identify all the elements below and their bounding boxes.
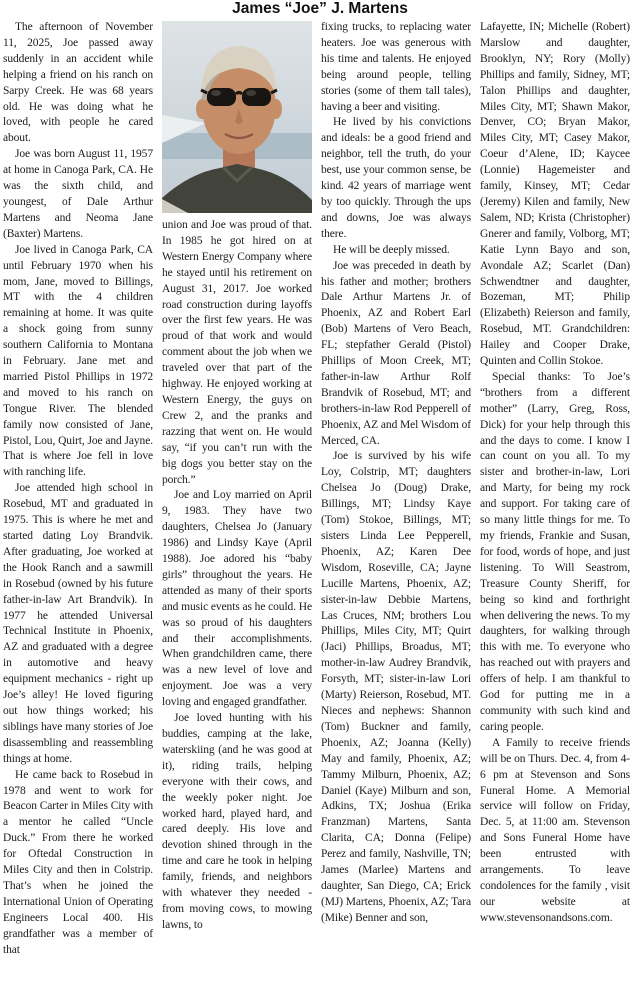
column-1 bbox=[3, 20, 153, 1006]
obituary-paragraph: Lafayette, IN; Michelle (Robert) Marslow and daughter, Brooklyn, NY; Rory (Molly) Phillips and family, Sidney, MT; Talon Phillips and daughter, Miles City, MT; Shawn Makor, Denver, CO; Bryan Makor, Miles City, MT; Casey Makor, Coeur d’Alene, ID; Kaycee (Lonnie) Hagemeister and family, Kinsey, MT; Cedar (Jeremy) Kilen and family, New Salem, ND; Krista (Christopher) Gnerer and family, Volborg, MT; Katie Lynn Bayo and son, Avondale AZ; Scarlet (Dan) Schwendtner and daughter, Bozeman, MT; Philip (Elizabeth) Reierson and family, Rosebud, MT. Grandchildren: Hailey and Cooper Drake, Quinten and Collin Stokoe. bbox=[480, 21, 630, 368]
obituary-paragraph: union and Joe was proud of that. In 1985 he got hired on at Western Energy Company where he stayed until his retirement on August 31, 2017. Joe worked road construction during layoffs over the first few years. He was proud of that work and would comment about the job when we traveled over that part of the highway. He enjoyed working at Western Energy, the guys on Crew 2, and the pranks and razzing that went on. He would say, “if you can’t run with the big dogs you better stay on the porch.” bbox=[162, 219, 312, 486]
obituary-paragraph: Joe attended high school in Rosebud, MT and graduated in 1975. This is where he met and started dating Loy Brandvik. After graduating, Joe worked at the Hook Ranch and a sawmill in Rosebud (owned by his future father-in-law Art Brandvik). In 1977 he attended Universal Technical Institute in Phoenix, AZ and graduated with a degree in automotive and heavy equipment mechanics - right up Joe’s alley! He loved figuring out how things worked; his siblings have many stories of Joe disassembling and reassembling things at home. bbox=[3, 482, 153, 765]
obituary-paragraph: Joe is survived by his wife Loy, Colstrip, MT; daughters Chelsea Jo (Doug) Drake, Billings, MT; Lindsy Kaye (Tom) Stokoe, Billings, MT; sisters Linda Lee Pepperell, Phoenix, AZ; Karen Dee Wisdom, Roseville, CA; Jayne Lucille Martens, Phoenix, AZ; sister-in-law Debbie Martens, Las Cruces, NM; brothers Lou Phillips, Miles City, MT; Quirt (Jaci) Phillips, Broadus, MT; mother-in-law Audrey Brandvik, Forsyth, MT; sister-in-law Lori (Marty) Reierson, Rosebud, MT. Nieces and nephews: Shannon (Tom) Buckner and family, Phoenix, AZ; Joanna (Kelly) May and family, Phoenix, AZ; Tammy Milburn, Phoenix, AZ; Daniel (Kaye) Milburn and son, Adkins, TX; Joshua (Erika Franzman) Martens, Santa Clarita, CA; Donna (Felipe) Perez and family, Nashville, TN; James (Marlee) Martens and daughter, San Diego, CA; Erick (MJ) Martens, Phoenix, AZ; Tara (Mike) Benner and son, bbox=[321, 450, 471, 924]
obituary-paragraph: Special thanks: To Joe’s “brothers from a different mother” (Larry, Greg, Ross, Dick) for your help through this and the days to come. I know I can count on you all. To my sister and brother-in-law, Lori and Marty, for being my rock and support. For taking care of so many little things for me. To my friends, Frankie and Susan, for food, words of hope, and just listening. To Will Seastrom, Treasure County Sheriff, for being so kind and forthright when delivering the news. To my daughters, for walking through this with me. To everyone who has reached out with prayers and offers of help. I am thankful to God for putting me in a community with such kind and caring people. bbox=[480, 370, 630, 733]
obituary-paragraph: Joe loved hunting with his buddies, camping at the lake, waterskiing (and he was good at it), riding trails, helping everyone with their cows, and the weekly poker night. Joe worked hard, played hard, and cared deeply. His love and devotion shined through in the time and care he took in helping family, friends, and neighbors with whatever they needed - from moving cows, to mowing lawns, to bbox=[162, 712, 312, 931]
obituary-paragraph: Joe lived in Canoga Park, CA until February 1970 when his mom, Jane, moved to Billings, MT with the 4 children remaining at home. It was quite a shock going from sunny southern California to Montana in February. Jane met and married Pistol Phillips in 1972 and moved to his ranch on Tongue River. The blended family now consisted of Jane, Pistol, Lou, Quirt, Joe and Jayne. That is where Joe fell in love with ranching life. bbox=[3, 243, 153, 479]
page-title: James “Joe” J. Martens bbox=[232, 0, 408, 17]
column-3 bbox=[321, 20, 471, 1006]
obituary-paragraph: Joe and Loy married on April 9, 1983. They have two daughters, Chelsea Jo (January 1986) and Lindsy Kaye (April 1988). Joe adored his “baby girls” throughout the years. He attended as many of their sports and music events as he could. He was so proud of his daughters and their accomplishments. When grandchildren came, there was a new level of love and enjoyment. Joe was a very loving and engaged grandfather. bbox=[162, 489, 312, 709]
obituary-paragraph: Joe was preceded in death by his father and mother; brothers Dale Arthur Martens Jr. of Phoenix, AZ and Robert Earl (Bob) Martens of Vero Beach, FL; stepfather Gerald (Pistol) Phillips of Moon Creek, MT; father-in-law Arthur Rolf Brandvik of Rosebud, MT; and brothers-in-law Rod Pepperell of Phoenix, AZ and Mel Wisdom of Merced, CA. bbox=[321, 259, 471, 447]
portrait-illustration bbox=[162, 21, 312, 213]
obituary-paragraph: He lived by his convictions and ideals: be a good friend and neighbor, tell the truth, do your best, use your common sense, be kind. 42 years of marriage went by too quickly. Through the ups and downs, Joe was always there. bbox=[321, 116, 471, 240]
obituary-paragraph: The afternoon of November 11, 2025, Joe passed away suddenly in an accident while helping a friend on his ranch on Sarpy Creek. He was 68 years old. He was doing what he loved, with people he cared about. bbox=[3, 21, 153, 145]
obituary-paragraph: He came back to Rosebud in 1978 and went to work for Beacon Carter in Miles City with a mentor he called “Uncle Duck.” From there he worked for Oftedal Construction in Miles City and then in Colstrip. That’s when he joined the International Union of Operating Engineers Local 400. His grandfather was a member of that bbox=[3, 768, 153, 956]
column-4 bbox=[480, 20, 630, 1006]
obituary-paragraph: Joe was born August 11, 1957 at home in Canoga Park, CA. He was the sixth child, and youngest, of Dale Arthur Martens and Neoma Jane (Baxter) Martens. bbox=[3, 148, 153, 240]
obituary-paragraph: He will be deeply missed. bbox=[333, 243, 450, 256]
portrait-photo bbox=[162, 21, 312, 213]
article-columns bbox=[0, 19, 640, 1006]
obituary-paragraph: A Family to receive friends will be on Thurs. Dec. 4, from 4-6 pm at Stevenson and Sons Funeral Home. A Memorial service will follow on Friday, Dec. 5, at 11:00 am. Stevenson and Sons Funeral Home have been entrusted with arrangements. To leave condolences for the family , visit our website at www.stevensonandsons.com. bbox=[480, 736, 630, 924]
obituary-paragraph: fixing trucks, to replacing water heaters. Joe was generous with his time and talents. He enjoyed being around people, telling stories (some of them tall tales), having a beer and visiting. bbox=[321, 21, 471, 113]
column-2 bbox=[162, 20, 312, 1006]
